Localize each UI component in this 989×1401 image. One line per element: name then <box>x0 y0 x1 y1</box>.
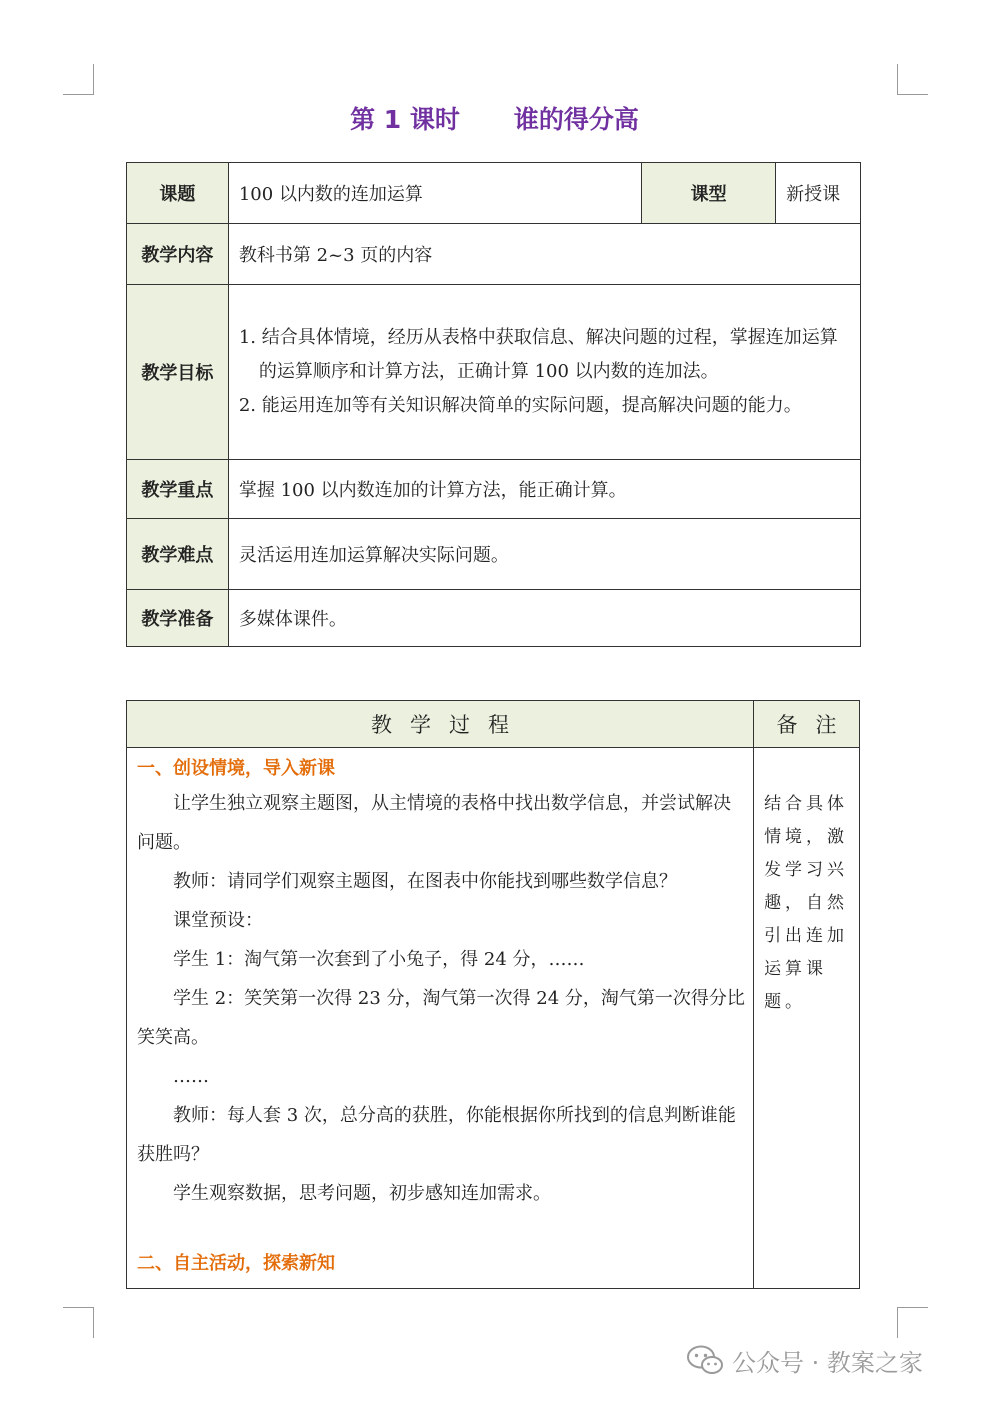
lesson-title: 谁的得分高 <box>513 105 639 134</box>
note-content: 结合具体情境，激发学习兴趣，自然引出连加运算课题。 <box>754 748 860 1289</box>
corner-mark-top-right <box>897 64 928 95</box>
goal-item: 2. 能运用连加等有关知识解决简单的实际问题，提高解决问题的能力。 <box>238 395 802 416</box>
prep-value: 多媒体课件。 <box>228 590 860 647</box>
paragraph: 学生观察数据，思考问题，初步感知连加需求。 <box>173 1183 551 1204</box>
process-body-row <box>127 748 860 1289</box>
process-header-row <box>127 701 860 748</box>
lesson-number: 第 1 课时 <box>350 105 460 134</box>
wechat-icon <box>686 1344 724 1376</box>
section-heading: 二、自主活动，探索新知 <box>137 1253 335 1274</box>
corner-mark-bottom-right <box>897 1307 928 1338</box>
corner-mark-bottom-left <box>63 1307 94 1338</box>
key-value: 掌握 100 以内数连加的计算方法，能正确计算。 <box>228 460 860 519</box>
type-label: 课型 <box>642 163 776 224</box>
type-value: 新授课 <box>776 163 861 224</box>
difficulty-value: 灵活运用连加运算解决实际问题。 <box>228 519 860 590</box>
goal-item: 1. 结合具体情境，经历从表格中获取信息、解决问题的过程，掌握连加运算的运算顺序和计算方法，正确计算 100 以内数的连加法。 <box>238 327 838 382</box>
content-row <box>127 224 861 285</box>
corner-mark-top-left <box>63 64 94 95</box>
goals-value <box>228 285 860 460</box>
process-header <box>127 701 754 748</box>
note-header <box>754 701 860 748</box>
paragraph: 教师：请同学们观察主题图，在图表中你能找到哪些数学信息？ <box>173 871 677 892</box>
paragraph: 教师：每人套 3 次，总分高的获胜，你能根据你所找到的信息判断谁能获胜吗？ <box>137 1105 736 1165</box>
paragraph: 让学生独立观察主题图，从主情境的表格中找出数学信息，并尝试解决问题。 <box>137 793 731 853</box>
prep-row <box>127 590 861 647</box>
watermark <box>686 1342 923 1378</box>
process-content <box>127 748 754 1289</box>
teaching-process-table <box>126 700 860 1289</box>
lesson-info-table <box>126 162 861 647</box>
note-header-text: 备注 <box>776 713 855 737</box>
page-title <box>0 100 989 136</box>
content-label: 教学内容 <box>127 224 229 285</box>
difficulty-row <box>127 519 861 590</box>
section-heading: 一、创设情境，导入新课 <box>137 758 335 779</box>
topic-label: 课题 <box>127 163 229 224</box>
watermark-text: 公众号 · 教案之家 <box>732 1348 923 1377</box>
topic-row <box>127 163 861 224</box>
paragraph: 课堂预设： <box>173 910 263 931</box>
paragraph: 学生 1：淘气第一次套到了小兔子，得 24 分，…… <box>173 949 585 970</box>
goals-row <box>127 285 861 460</box>
key-row <box>127 460 861 519</box>
goals-label: 教学目标 <box>127 285 229 460</box>
difficulty-label: 教学难点 <box>127 519 229 590</box>
process-header-text: 教学过程 <box>371 713 528 737</box>
content-value: 教科书第 2~3 页的内容 <box>228 224 860 285</box>
paragraph: …… <box>173 1066 209 1087</box>
key-label: 教学重点 <box>127 460 229 519</box>
paragraph: 学生 2：笑笑第一次得 23 分，淘气第一次得 24 分，淘气第一次得分比笑笑高。 <box>137 988 745 1048</box>
topic-value: 100 以内数的连加运算 <box>228 163 641 224</box>
prep-label: 教学准备 <box>127 590 229 647</box>
